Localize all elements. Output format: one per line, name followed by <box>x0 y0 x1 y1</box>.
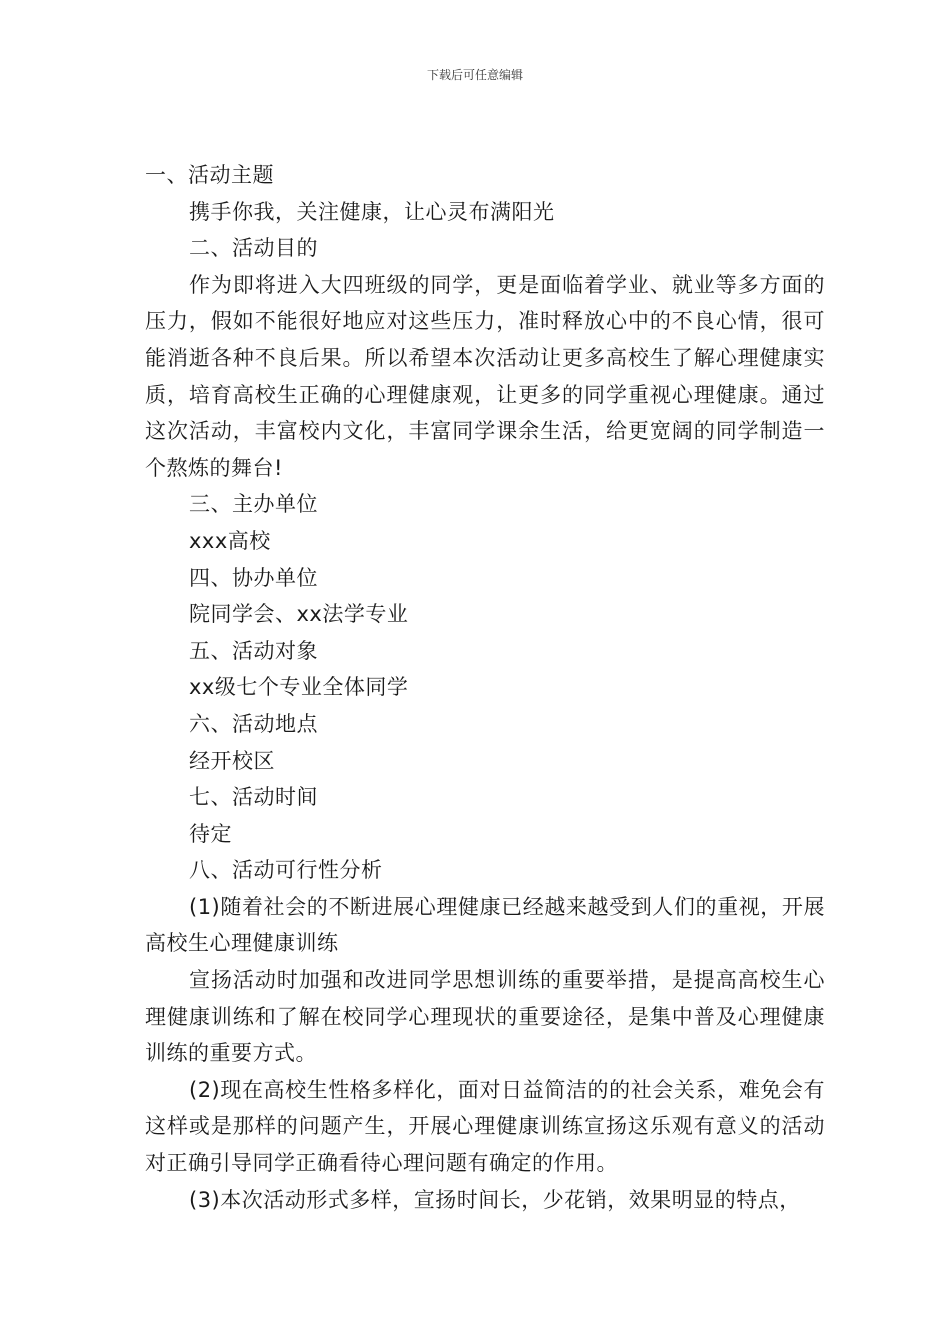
document-paragraph: xxx高校 <box>189 528 271 553</box>
document-paragraph: 六、活动地点 <box>189 711 318 736</box>
document-paragraph: 作为即将进入大四班级的同学，更是面临着学业、就业等多方面的压力，假如不能很好地应对这些压力，准时释放心中的不良心情，很可能消逝各种不良后果。所以希望本次活动让更多高校生了解心理健康实质，培育高校生正确的心理健康观，让更多的同学重视心理健康。通过这次活动，丰富校内文化，丰富同学课余生活，给更宽阔的同学制造一个熬炼的舞台! <box>145 272 825 480</box>
document-paragraph: 二、活动目的 <box>189 236 318 261</box>
document-paragraph: 七、活动时间 <box>189 785 318 810</box>
document-paragraph: 一、活动主题 <box>145 163 274 187</box>
document-paragraph: 携手你我，关注健康，让心灵布满阳光 <box>189 199 555 224</box>
document-paragraph: xx级七个专业全体同学 <box>189 675 409 700</box>
header-note: 下载后可任意编辑 <box>426 68 523 82</box>
document-paragraph: 三、主办单位 <box>189 492 318 517</box>
document-paragraph: 八、活动可行性分析 <box>189 858 383 883</box>
document-paragraph: 待定 <box>189 821 232 846</box>
document-paragraph: 经开校区 <box>189 748 275 773</box>
document-paragraph: 院同学会、xx法学专业 <box>189 602 409 627</box>
document-body <box>145 157 825 1218</box>
document-paragraph: (3)本次活动形式多样，宣扬时间长，少花销，效果明显的特点， <box>189 1187 801 1212</box>
document-paragraph: 五、活动对象 <box>189 638 318 663</box>
document-paragraph: 四、协办单位 <box>189 565 318 590</box>
document-paragraph: (2)现在高校生性格多样化，面对日益简洁的的社会关系，难免会有这样或是那样的问题产生，开展心理健康训练宣扬这乐观有意义的活动对正确引导同学正确看待心理问题有确定的作用。 <box>145 1077 825 1176</box>
document-paragraph: 宣扬活动时加强和改进同学思想训练的重要举措，是提高高校生心理健康训练和了解在校同学心理现状的重要途径，是集中普及心理健康训练的重要方式。 <box>145 968 825 1066</box>
document-paragraph: (1)随着社会的不断进展心理健康已经越来越受到人们的重视，开展高校生心理健康训练 <box>145 894 825 956</box>
